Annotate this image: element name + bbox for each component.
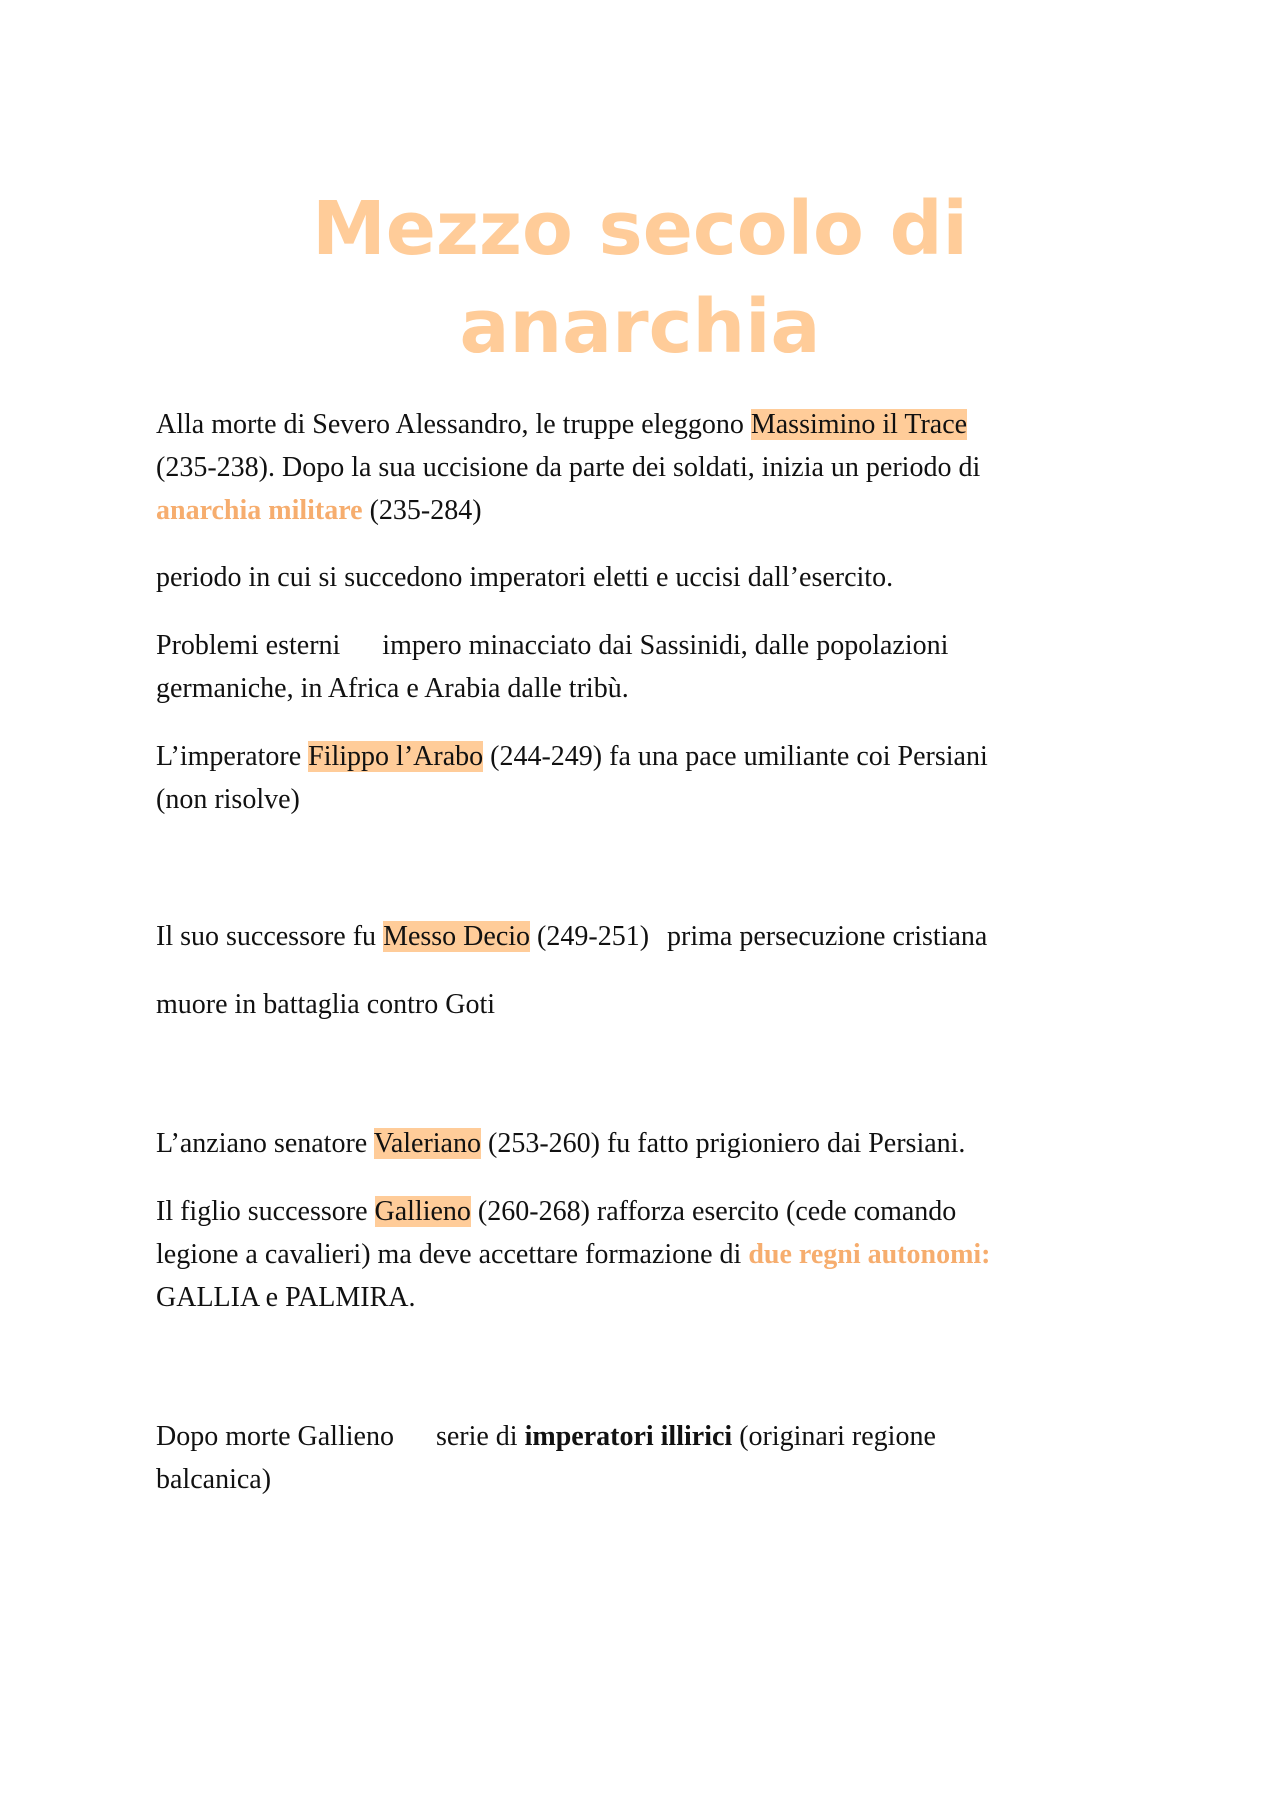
- highlighted-name: Messo Decio: [383, 921, 531, 952]
- text-line: [156, 1122, 1136, 1165]
- text-run: serie di: [435, 1421, 525, 1452]
- highlighted-name: Gallieno: [374, 1196, 471, 1227]
- highlighted-name: Filippo l’Arabo: [308, 741, 484, 772]
- text-run: L’imperatore: [156, 741, 309, 772]
- paragraph-decio: [156, 915, 1136, 958]
- text-line: [156, 624, 1136, 667]
- paragraph-valeriano: [156, 1122, 1136, 1165]
- text-run: (originari regione: [732, 1421, 936, 1452]
- title-line-1: Mezzo secolo di: [312, 186, 968, 272]
- text-run: Il suo successore fu: [156, 921, 384, 952]
- paragraph-illirici: [156, 1415, 1136, 1501]
- paragraph-goti: [156, 983, 1136, 1026]
- text-run: legione a cavalieri) ma deve accettare formazione di: [156, 1239, 749, 1270]
- text-run: prima persecuzione cristiana: [667, 921, 988, 952]
- text-line: [156, 1415, 1136, 1458]
- text-run: L’anziano senatore: [156, 1128, 374, 1159]
- text-run: Dopo morte Gallieno: [156, 1421, 394, 1452]
- text-run: Alla morte di Severo Alessandro, le truppe eleggono: [156, 409, 751, 440]
- text-line: [156, 489, 1136, 532]
- text-run: (253-260) fu fatto prigioniero dai Persiani.: [481, 1128, 966, 1159]
- page-title: [0, 180, 1280, 376]
- highlighted-name: Massimino il Trace: [750, 409, 968, 440]
- text-line: [156, 403, 1136, 446]
- paragraph-massimino: [156, 403, 1136, 532]
- text-line: muore in battaglia contro Goti: [156, 989, 496, 1020]
- text-run: (260-268) rafforza esercito (cede comando: [470, 1196, 957, 1227]
- text-line: periodo in cui si succedono imperatori eletti e uccisi dall’esercito.: [156, 562, 894, 593]
- text-run: (249-251): [530, 921, 650, 952]
- text-run: (244-249) fa una pace umiliante coi Persiani: [483, 741, 988, 772]
- text-line: [156, 915, 1136, 958]
- title-line-2: anarchia: [459, 284, 821, 370]
- accent-term: due regni autonomi:: [748, 1239, 991, 1270]
- text-run: Problemi esterni: [156, 630, 341, 661]
- text-run: impero minacciato dai Sassinidi, dalle popolazioni: [382, 630, 949, 661]
- text-run: (235-284): [362, 495, 482, 526]
- highlighted-name: Valeriano: [373, 1128, 481, 1159]
- accent-term: anarchia militare: [156, 495, 363, 526]
- text-line: (non risolve): [156, 784, 300, 815]
- paragraph-filippo: [156, 735, 1136, 821]
- text-line: germaniche, in Africa e Arabia dalle tribù.: [156, 673, 629, 704]
- paragraph-problemi: [156, 624, 1136, 710]
- text-line: GALLIA e PALMIRA.: [156, 1282, 416, 1313]
- text-run: Il figlio successore: [156, 1196, 375, 1227]
- text-line: [156, 735, 1136, 778]
- paragraph-gallieno: [156, 1190, 1136, 1319]
- bold-term: imperatori illirici: [524, 1421, 733, 1452]
- text-line: (235-238). Dopo la sua uccisione da parte dei soldati, inizia un periodo di: [156, 452, 981, 483]
- text-line: [156, 1233, 1136, 1276]
- text-line: [156, 1190, 1136, 1233]
- paragraph-periodo: [156, 556, 1136, 599]
- text-line: balcanica): [156, 1464, 272, 1495]
